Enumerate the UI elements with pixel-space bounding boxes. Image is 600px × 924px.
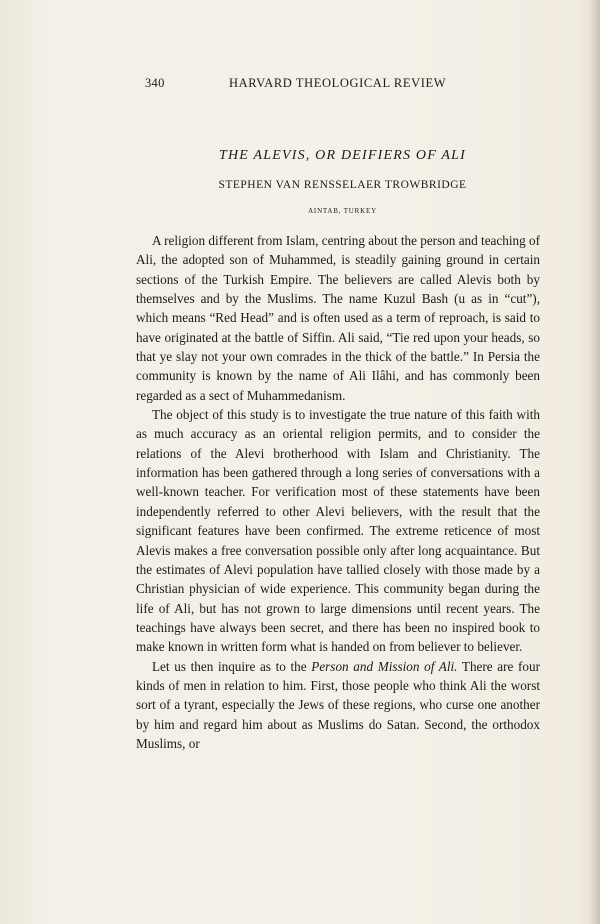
journal-name: HARVARD THEOLOGICAL REVIEW: [229, 76, 447, 90]
article-author: STEPHEN VAN RENSSELAER TROWBRIDGE: [218, 179, 467, 191]
paragraph-3-start: Let us then inquire as to the: [152, 658, 312, 674]
article-title: THE ALEVIS, OR DEIFIERS OF ALI: [218, 148, 466, 163]
paragraph-3: [136, 657, 540, 754]
page-number: 340: [145, 76, 165, 90]
paragraph-3-emphasis: Person and Mission of Ali.: [311, 658, 458, 674]
paragraph-1: A religion different from Islam, centring about the person and teaching of Ali, the adopted son of Muhammed, is steadily gaining ground in certain sections of the Turkish Empire. The believers are called Alevis both by themselves and by the Muslims. The name Kuzul Bash (u as in “cut”), which means “Red Head” and is often used as a term of reproach, is said to have originated at the battle of Siffin. Ali said, “Tie red upon your heads, so that ye slay not your own comrades in the thick of the battle.” In Persia the community is known by the name of Ali Ilâhi, and has commonly been regarded as a sect of Muhammedanism.: [136, 233, 540, 403]
paragraph-3-rest: There are four kinds of men in relation to him. First, those people who think Ali the worst sort of a tyrant, especially the Jews of these regions, who curse one another by him and regard him about as Muslims do Satan. Second, the orthodox Muslims, or: [136, 658, 541, 751]
author-location: AINTAB, TURKEY: [308, 207, 377, 215]
paragraph-2: The object of this study is to investigate the true nature of this faith with as much accuracy as an oriental religion permits, and to consider the relations of the Alevi brotherhood with Islam and Christianity. The information has been gathered through a long series of conversations with a well-known teacher. For verification most of these statements have been independently referred to other Alevi believers, with the result that the significant features have been confirmed. The extreme reticence of most Alevis makes a free conversation possible only after long acquaintance. But the estimates of Alevi population have tallied closely with those made by a Christian physician of wide experience. This community began during the life of Ali, but has not grown to large dimensions until recent years. The teachings have always been secret, and there has been no inspired book to make known in written form what is handed on from believer to believer.: [136, 407, 540, 655]
article-body: [136, 231, 540, 753]
page-edge-shadow: [590, 0, 600, 924]
